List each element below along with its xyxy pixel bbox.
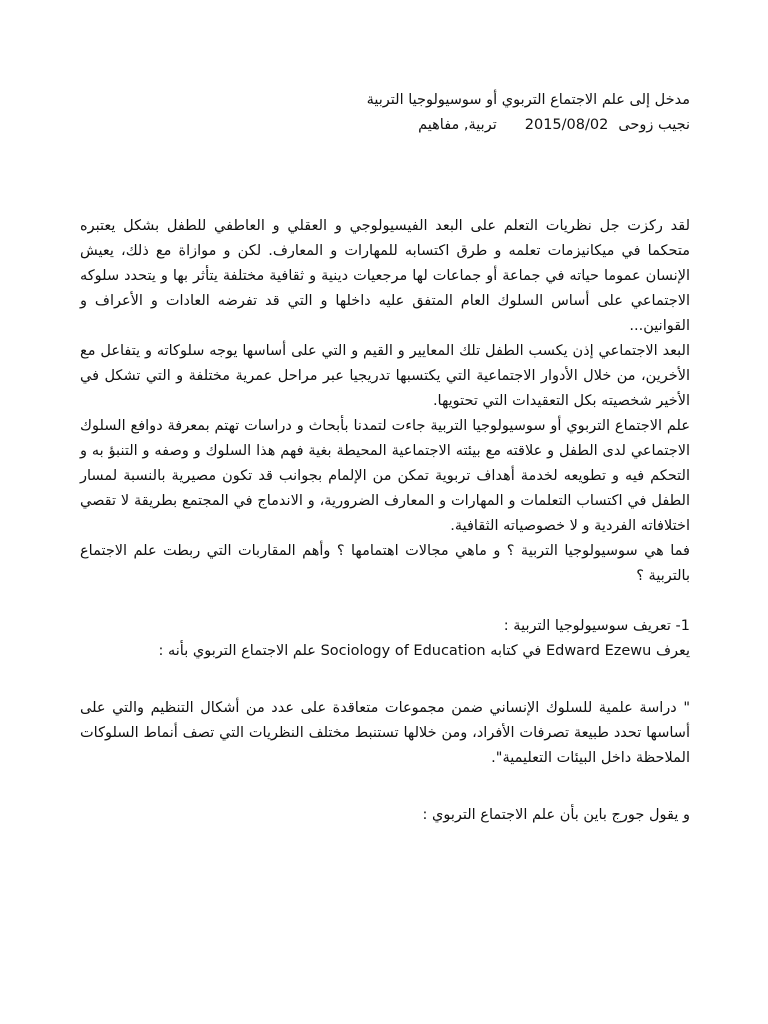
closing-line: و يقول جورج باين بأن علم الاجتماع التربوي : xyxy=(422,807,690,823)
definition-prefix: يعرف xyxy=(655,643,690,659)
quote-spacer xyxy=(80,664,690,696)
top-spacer xyxy=(80,138,690,214)
intro-paragraph-3: علم الاجتماع التربوي أو سوسيولوجيا التربية جاءت لتمدنا بأبحاث و دراسات تهتم بمعرفة دوافع السلوك الاجتماعي لدى الطفل و علاقته مع بيئته الاجتماعية المحيطة بغية فهم هذا السلوك و وصفه و التنبؤ به و التحكم فيه و تطويعه لخدمة أهداف تربوية تمكن من الإلمام بجوانب قد تكون مصيرية بالنسبة لمسار الطفل في اكتساب التعلمات و المهارات و المعارف الضرورية، و الاندماج في المجتمع بطريقة لا تقصي اختلافاته الفردية و لا خصوصياته الثقافية. xyxy=(80,418,690,534)
definition-quote: " دراسة علمية للسلوك الإنساني ضمن مجموعات متعاقدة على عدد من أشكال التنظيم والتي على أساسها تحدد طبيعة تصرفات الأفراد، ومن خلالها تستنبط مختلف النظريات التي تصف أنماط السلوكات الملاحظة داخل البيئات التعليمية". xyxy=(80,700,690,766)
article-title: مدخل إلى علم الاجتماع التربوي أو سوسيولوجيا التربية xyxy=(366,92,690,108)
document-content xyxy=(80,88,690,828)
section-heading: 1- تعريف سوسيولوجيا التربية : xyxy=(503,618,690,634)
intro-paragraph-4: فما هي سوسيولوجيا التربية ؟ و ماهي مجالات اهتمامها ؟ وأهم المقاربات التي ربطت علم الاجتماع بالتربية ؟ xyxy=(80,543,690,584)
definition-book: Sociology of Education xyxy=(320,643,486,659)
intro-paragraph-2: البعد الاجتماعي إذن يكسب الطفل تلك المعايير و القيم و التي على أساسها يوجه سلوكاته و يتفاعل مع الأخرين، من خلال الأدوار الاجتماعية التي يكتسبها تدريجيا عبر مراحل عمرية مختلفة و التي تشكل في الأخير شخصيته بكل التعقيدات التي تحتويها. xyxy=(80,343,690,409)
article-categories: تربية, مفاهيم xyxy=(418,117,497,133)
article-meta xyxy=(80,113,690,138)
definition-author: Edward Ezewu xyxy=(545,643,652,659)
article-author: نجيب زوحى xyxy=(618,117,690,133)
closing-spacer xyxy=(80,771,690,803)
section-spacer xyxy=(80,589,690,614)
intro-paragraph-1: لقد ركزت جل نظريات التعلم على البعد الفيسيولوجي و العقلي و العاطفي للطفل بشكل يعتبره متحكما في ميكانيزمات تعلمه و طرق اكتسابه للمهارات و المعارف. لكن و موازاة مع ذلك، يعيش الإنسان عموما حياته في جماعة أو جماعات لها مرجعيات دينية و ثقافية مختلفة يتأثر بها و يتحدد سلوكه الاجتماعي على أساس السلوك العام المتفق عليه داخلها و التي قد تفرضه العادات و الأعراف و القوانين... xyxy=(80,218,690,334)
article-date: 2015/08/02 xyxy=(524,117,609,133)
definition-suffix: علم الاجتماع التربوي بأنه : xyxy=(158,643,316,659)
definition-intro xyxy=(80,639,690,664)
definition-middle: في كتابه xyxy=(490,643,542,659)
